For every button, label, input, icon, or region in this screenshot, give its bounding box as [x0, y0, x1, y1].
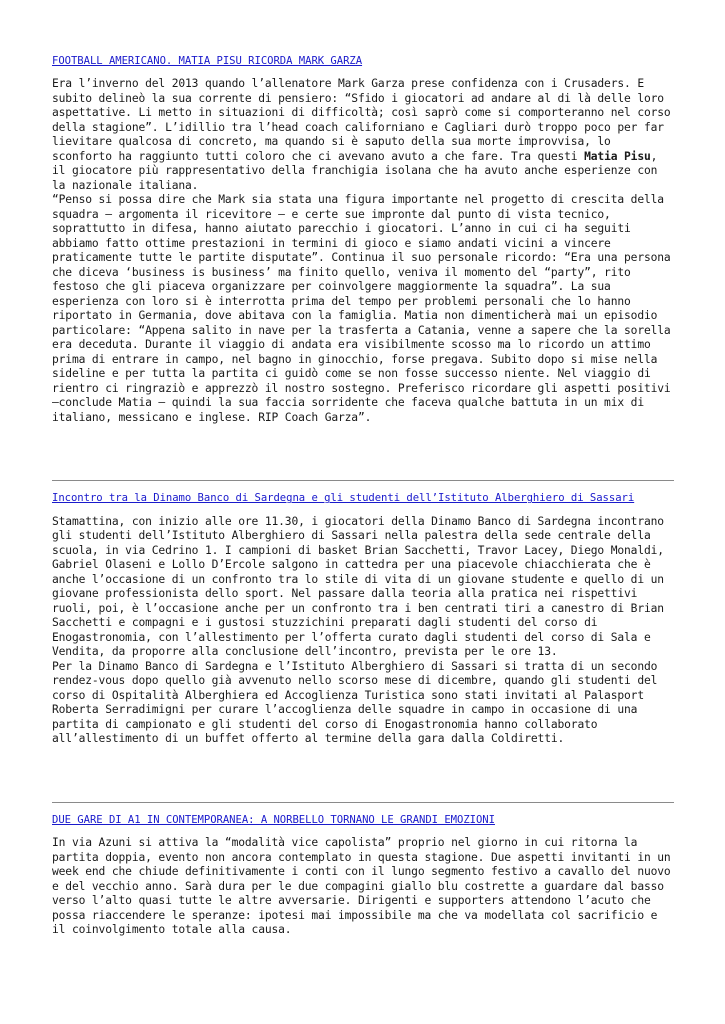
article-paragraph: Era l’inverno del 2013 quando l’allenatore Mark Garza prese confidenza con i Crusaders. E subito delineò la sua corrente di pensiero: “Sfido i giocatori ad andare al di là delle loro aspettative. Li metto in situazioni di difficoltà; così saprò come si comporteranno nel corso della stagione”. L’idillio tra l’head coach californiano e Cagliari durò troppo poco per far lievitare qualcosa di concreto, ma quando si è saputo della sua morte improvvisa, lo sconforto ha raggiunto tutti coloro che ci avevano avuto a che fare. Tra questi Matia Pisu, il giocatore più rappresentativo della franchigia isolana che ha avuto anche esperienze con la nazionale italiana.: [52, 77, 671, 192]
article-body: [52, 836, 674, 938]
article-title-link[interactable]: Incontro tra la Dinamo Banco di Sardegna e gli studenti dell’Istituto Alberghiero di Sassari: [52, 492, 635, 505]
article-title-link[interactable]: DUE GARE DI A1 IN CONTEMPORANEA: A NORBELLO TORNANO LE GRANDI EMOZIONI: [52, 813, 495, 826]
article-dinamo-alberghiero: [52, 491, 674, 746]
article-football-garza: [52, 54, 674, 425]
news-page: [52, 54, 674, 938]
article-paragraph: Per la Dinamo Banco di Sardegna e l’Istituto Alberghiero di Sassari si tratta di un secondo rendez-vous dopo quello già avvenuto nello scorso mese di dicembre, quando gli studenti del corso di Ospitalità Alberghiera ed Accoglienza Turistica sono stati invitati al Palasport Roberta Serradimigni per curare l’accoglienza delle squadre in campo in occasione di una partita di campionato e gli studenti del corso di Enogastronomia hanno collaborato all’allestimento di un buffet offerto al termine della gara dalla Coldiretti.: [52, 659, 658, 746]
article-separator: [52, 802, 674, 803]
article-paragraph: Stamattina, con inizio alle ore 11.30, i giocatori della Dinamo Banco di Sardegna incontrano gli studenti dell’Istituto Alberghiero di Sassari nella palestra della sede centrale della scuola, in via Cedrino 1. I campioni di basket Brian Sacchetti, Travor Lacey, Diego Monaldi, Gabriel Olaseni e Lollo D’Ercole salgono in cattedra per una piacevole chiacchierata che è anche l’occasione di un confronto tra lo stile di vita di un giovane studente e quello di un giovane professionista dello sport. Nel passare dalla teoria alla pratica nei rispettivi ruoli, poi, è l’occasione anche per un confronto tra i ben centrati tiri a canestro di Brian Sacchetti e compagni e i gustosi stuzzichini preparati dagli studenti del corso di Enogastronomia, con l’allestimento per l’offerta curato dagli studenti del corso di Sala e Vendita, da proporre alla conclusione dell’incontro, prevista per le ore 13.: [52, 514, 664, 659]
article-separator: [52, 480, 674, 481]
article-title-link[interactable]: FOOTBALL AMERICANO. MATIA PISU RICORDA MARK GARZA: [52, 55, 363, 67]
article-body: [52, 515, 674, 747]
article-paragraph: “Penso si possa dire che Mark sia stata una figura importante nel progetto di crescita della squadra – argomenta il ricevitore – e certe sue impronte dal punto di vista tecnico, soprattutto in difesa, hanno aiutato parecchio i giocatori. L’anno in cui ci ha seguiti abbiamo fatto ottime prestazioni in termini di gioco e siamo andati vicini a vincere praticamente tutte le partite disputate”. Continua il suo personale ricordo: “Era una persona che diceva ‘business is business’ ma finito quello, veniva il momento del “party”, rito festoso che gli piaceva organizzare per coinvolgere maggiormente la squadra”. La sua esperienza con loro si è interrotta prima del tempo per problemi personali che lo hanno riportato in Germania, dove abitava con la famiglia. Matia non dimenticherà mai un episodio particolare: “Appena salito in nave per la trasferta a Catania, venne a sapere che la sorella era deceduta. Durante il viaggio di andata era visibilmente scosso ma lo ricordo un attimo prima di entrare in campo, nel bagno in ginocchio, forse pregava. Subito dopo si mise nella sideline e per tutta la partita ci guidò come se non fosse successo niente. Nel viaggio di rientro ci ringraziò e apprezzò il nostro sostegno. Preferisco ricordare gli aspetti positivi –conclude Matia – quindi la sua faccia sorridente che faceva qualche battuta in un mix di italiano, messicano e inglese. RIP Coach Garza”.: [52, 193, 671, 424]
article-body: [52, 77, 674, 425]
player-name: Matia Pisu: [584, 149, 651, 163]
article-paragraph: In via Azuni si attiva la “modalità vice capolista” proprio nel giorno in cui ritorna la partita doppia, evento non ancora contemplato in questa stagione. Due aspetti invitanti in un week end che chiude definitivamente i conti con il lungo segmento festivo a cavallo del nuovo e del vecchio anno. Sarà dura per le due compagini giallo blu costrette a guardare dal basso verso l’alto quasi tutte le altre avversarie. Dirigenti e supporters attendono l’acuto che possa riaccendere le speranze: ipotesi mai impossibile ma che va modellata col sacrificio e il coinvolgimento totale alla causa.: [52, 836, 671, 937]
article-norbello-a1: [52, 813, 674, 938]
